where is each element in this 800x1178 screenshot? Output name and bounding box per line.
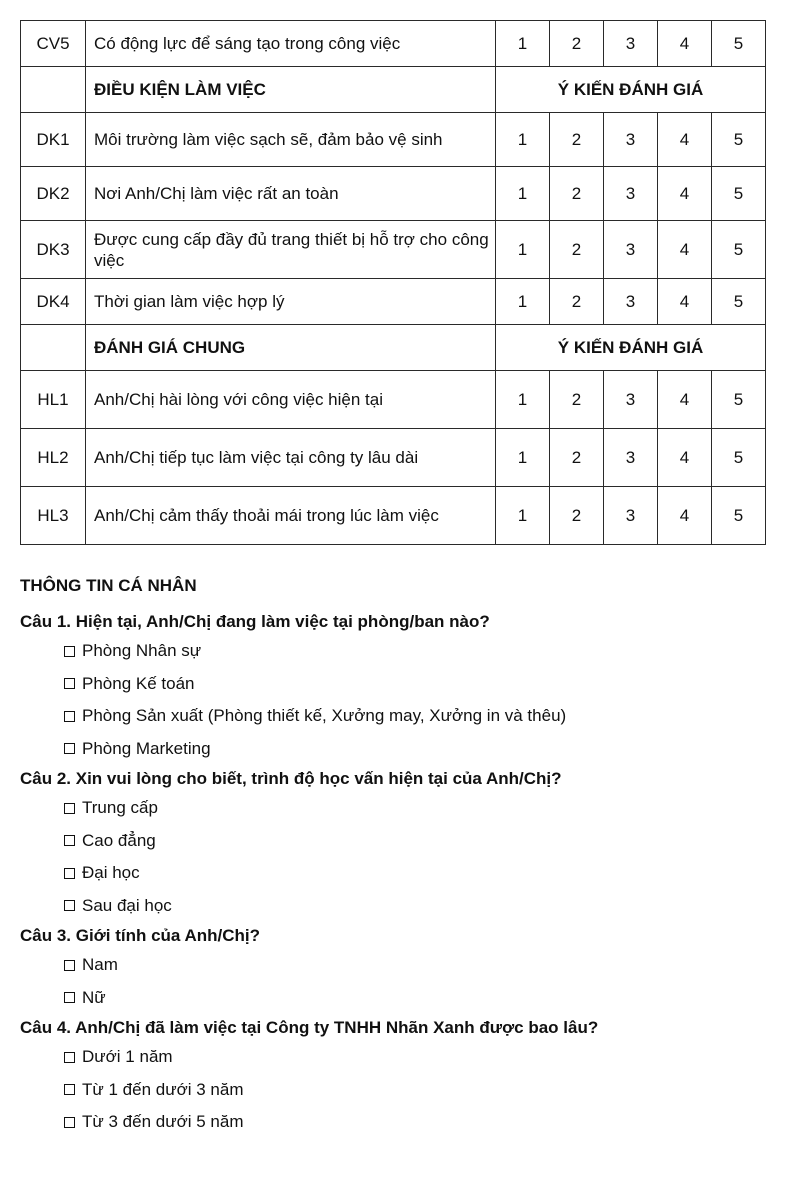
table-row (21, 221, 766, 279)
scale-2[interactable]: 2 (550, 167, 604, 221)
scale-1[interactable]: 1 (496, 371, 550, 429)
scale-4[interactable]: 4 (658, 167, 712, 221)
table-row (21, 371, 766, 429)
checkbox-icon[interactable] (64, 835, 75, 846)
personal-questions (20, 608, 790, 1139)
empty-cell (21, 67, 86, 113)
scale-1[interactable]: 1 (496, 167, 550, 221)
section-row (21, 67, 766, 113)
checkbox-icon[interactable] (64, 1084, 75, 1095)
personal-info-title: THÔNG TIN CÁ NHÂN (20, 576, 197, 595)
scale-3[interactable]: 3 (604, 429, 658, 487)
scale-2[interactable]: 2 (550, 21, 604, 67)
table-row (21, 167, 766, 221)
item-text: Thời gian làm việc hợp lý (86, 279, 496, 325)
scale-1[interactable]: 1 (496, 113, 550, 167)
scale-3[interactable]: 3 (604, 221, 658, 279)
scale-1[interactable]: 1 (496, 487, 550, 545)
scale-5[interactable]: 5 (712, 21, 766, 67)
item-code: HL1 (21, 371, 86, 429)
question-2: Câu 2. Xin vui lòng cho biết, trình độ học vấn hiện tại của Anh/Chị? (20, 769, 562, 788)
scale-5[interactable]: 5 (712, 487, 766, 545)
checkbox-icon[interactable] (64, 900, 75, 911)
scale-5[interactable]: 5 (712, 221, 766, 279)
empty-cell (21, 325, 86, 371)
checkbox-icon[interactable] (64, 711, 75, 722)
option-dai-hoc[interactable] (20, 857, 790, 890)
section-title: ĐIỀU KIỆN LÀM VIỆC (86, 67, 496, 113)
scale-2[interactable]: 2 (550, 113, 604, 167)
item-text: Môi trường làm việc sạch sẽ, đảm bảo vệ sinh (86, 113, 496, 167)
item-text: Được cung cấp đầy đủ trang thiết bị hỗ trợ cho công việc (86, 221, 496, 279)
option-label: Từ 3 đến dưới 5 năm (82, 1112, 244, 1131)
scale-2[interactable]: 2 (550, 279, 604, 325)
scale-3[interactable]: 3 (604, 21, 658, 67)
table-row (21, 21, 766, 67)
checkbox-icon[interactable] (64, 743, 75, 754)
scale-1[interactable]: 1 (496, 429, 550, 487)
option-tu-3-den-5-nam[interactable] (20, 1106, 790, 1139)
option-label: Phòng Kế toán (82, 673, 195, 693)
scale-5[interactable]: 5 (712, 167, 766, 221)
scale-5[interactable]: 5 (712, 113, 766, 167)
option-label: Phòng Nhân sự (82, 641, 202, 660)
option-label: Từ 1 đến dưới 3 năm (82, 1079, 244, 1099)
section-row (21, 325, 766, 371)
option-phong-nhan-su[interactable] (20, 635, 790, 668)
item-code: HL3 (21, 487, 86, 545)
scale-3[interactable]: 3 (604, 487, 658, 545)
checkbox-icon[interactable] (64, 992, 75, 1003)
scale-1[interactable]: 1 (496, 221, 550, 279)
item-text: Nơi Anh/Chị làm việc rất an toàn (86, 167, 496, 221)
question-1: Câu 1. Hiện tại, Anh/Chị đang làm việc tại phòng/ban nào? (20, 612, 490, 631)
scale-4[interactable]: 4 (658, 487, 712, 545)
opinion-header: Ý KIẾN ĐÁNH GIÁ (496, 67, 766, 113)
scale-3[interactable]: 3 (604, 113, 658, 167)
item-code: DK4 (21, 279, 86, 325)
rating-table (20, 20, 766, 545)
checkbox-icon[interactable] (64, 678, 75, 689)
option-phong-marketing[interactable] (20, 733, 790, 766)
option-label: Cao đẳng (82, 830, 156, 850)
item-text: Anh/Chị tiếp tục làm việc tại công ty lâu dài (86, 429, 496, 487)
opinion-header: Ý KIẾN ĐÁNH GIÁ (496, 325, 766, 371)
scale-4[interactable]: 4 (658, 429, 712, 487)
table-row (21, 429, 766, 487)
checkbox-icon[interactable] (64, 646, 75, 657)
table-row (21, 487, 766, 545)
option-duoi-1-nam[interactable] (20, 1041, 790, 1074)
scale-4[interactable]: 4 (658, 221, 712, 279)
scale-5[interactable]: 5 (712, 429, 766, 487)
scale-3[interactable]: 3 (604, 279, 658, 325)
item-text: Có động lực để sáng tạo trong công việc (86, 21, 496, 67)
section-title: ĐÁNH GIÁ CHUNG (86, 325, 496, 371)
scale-5[interactable]: 5 (712, 371, 766, 429)
option-label: Phòng Marketing (82, 738, 211, 758)
option-phong-san-xuat[interactable] (20, 700, 790, 733)
scale-2[interactable]: 2 (550, 487, 604, 545)
option-nam[interactable] (20, 949, 790, 982)
scale-2[interactable]: 2 (550, 221, 604, 279)
table-row (21, 113, 766, 167)
option-tu-1-den-3-nam[interactable] (20, 1074, 790, 1107)
option-phong-ke-toan[interactable] (20, 668, 790, 701)
question-3: Câu 3. Giới tính của Anh/Chị? (20, 926, 261, 945)
question-4: Câu 4. Anh/Chị đã làm việc tại Công ty TNHH Nhãn Xanh được bao lâu? (20, 1018, 599, 1037)
item-code: DK1 (21, 113, 86, 167)
checkbox-icon[interactable] (64, 868, 75, 879)
scale-4[interactable]: 4 (658, 279, 712, 325)
item-code: CV5 (21, 21, 86, 67)
option-nu[interactable] (20, 982, 790, 1015)
table-row (21, 279, 766, 325)
scale-1[interactable]: 1 (496, 279, 550, 325)
option-label: Đại học (82, 863, 140, 882)
scale-3[interactable]: 3 (604, 167, 658, 221)
item-code: DK3 (21, 221, 86, 279)
option-trung-cap[interactable] (20, 792, 790, 825)
item-code: DK2 (21, 167, 86, 221)
scale-1[interactable]: 1 (496, 21, 550, 67)
checkbox-icon[interactable] (64, 803, 75, 814)
option-label: Nữ (82, 987, 106, 1007)
scale-3[interactable]: 3 (604, 371, 658, 429)
option-sau-dai-hoc[interactable] (20, 890, 790, 923)
option-label: Sau đại học (82, 895, 172, 915)
scale-5[interactable]: 5 (712, 279, 766, 325)
checkbox-icon[interactable] (64, 1117, 75, 1128)
option-label: Nam (82, 955, 118, 974)
item-text: Anh/Chị cảm thấy thoải mái trong lúc làm việc (86, 487, 496, 545)
option-label: Trung cấp (82, 798, 158, 817)
scale-2[interactable]: 2 (550, 429, 604, 487)
scale-4[interactable]: 4 (658, 21, 712, 67)
scale-4[interactable]: 4 (658, 371, 712, 429)
item-code: HL2 (21, 429, 86, 487)
checkbox-icon[interactable] (64, 960, 75, 971)
scale-4[interactable]: 4 (658, 113, 712, 167)
checkbox-icon[interactable] (64, 1052, 75, 1063)
option-label: Dưới 1 năm (82, 1047, 173, 1066)
item-text: Anh/Chị hài lòng với công việc hiện tại (86, 371, 496, 429)
option-cao-dang[interactable] (20, 825, 790, 858)
scale-2[interactable]: 2 (550, 371, 604, 429)
option-label: Phòng Sản xuất (Phòng thiết kế, Xưởng may, Xưởng in và thêu) (82, 706, 567, 725)
